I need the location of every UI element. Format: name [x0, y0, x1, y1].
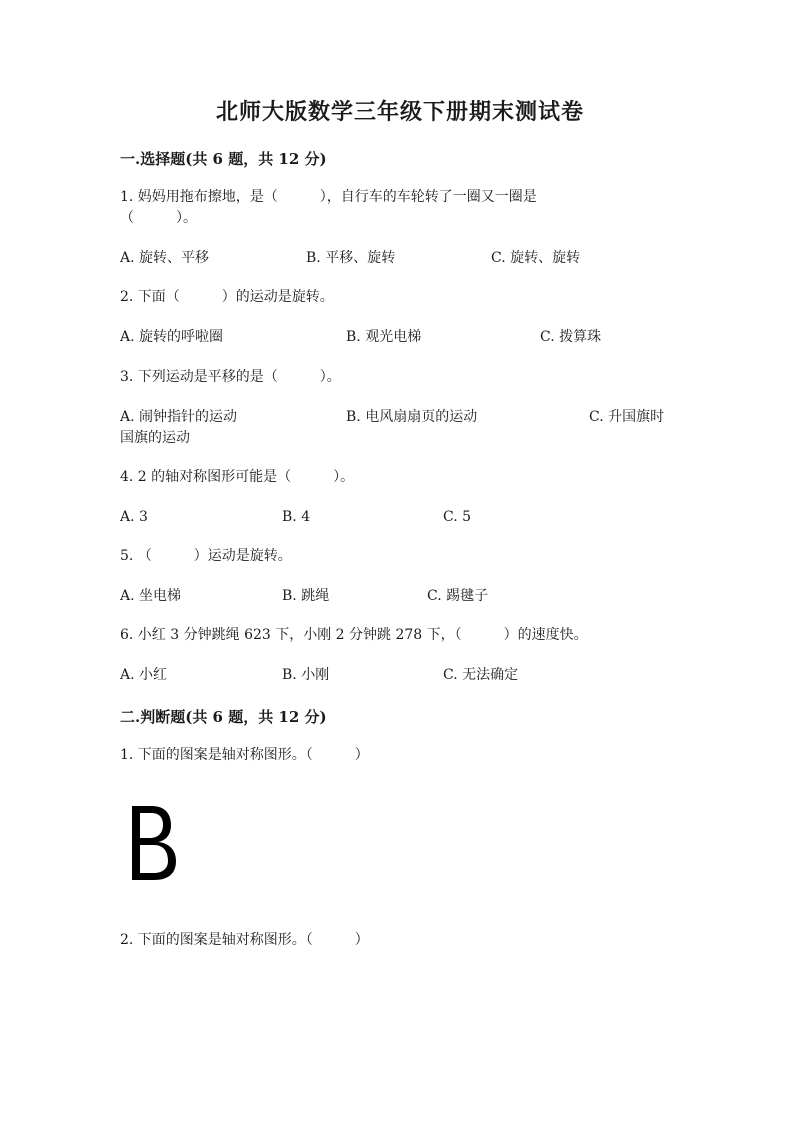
option-c: C. 无法确定: [443, 667, 519, 683]
option-a: A. 3: [120, 509, 148, 525]
question-stem: 1. 下面的图案是轴对称图形。（ ）: [120, 747, 369, 763]
option-b: B. 平移、旋转: [306, 250, 396, 266]
option-a: A. 小红: [120, 667, 168, 683]
option-b: B. 4: [282, 509, 311, 525]
question-stem: 6. 小红 3 分钟跳绳 623 下，小刚 2 分钟跳 278 下，（ ）的速度快。: [120, 627, 588, 643]
option-b: B. 小刚: [282, 667, 330, 683]
option-c: C. 旋转、旋转: [491, 250, 581, 266]
option-c: C. 5: [443, 509, 472, 525]
option-a: A. 旋转、平移: [120, 250, 210, 266]
option-c-continued: 国旗的运动: [120, 430, 190, 446]
option-b: B. 电风扇扇页的运动: [346, 409, 478, 425]
option-b: B. 跳绳: [282, 588, 330, 604]
letter-b-figure: [124, 800, 180, 886]
question-stem: 2. 下面的图案是轴对称图形。（ ）: [120, 932, 369, 948]
question-stem: 5. （ ）运动是旋转。: [120, 548, 292, 564]
question-stem: 1. 妈妈用拖布擦地，是（ ），自行车的车轮转了一圈又一圈是: [120, 189, 537, 205]
question-stem: 4. 2 的轴对称图形可能是（ ）。: [120, 469, 355, 485]
option-b: B. 观光电梯: [346, 329, 422, 345]
section-heading-judgment: 二.判断题(共 6 题，共 12 分): [120, 708, 327, 726]
option-a: A. 坐电梯: [120, 588, 182, 604]
question-stem: 2. 下面（ ）的运动是旋转。: [120, 289, 334, 305]
page-title: 北师大版数学三年级下册期末测试卷: [215, 99, 584, 125]
option-c: C. 拨算珠: [540, 329, 602, 345]
option-a: A. 闹钟指针的运动: [120, 409, 238, 425]
question-stem-continued: （ ）。: [120, 210, 197, 226]
option-c: C. 踢毽子: [427, 588, 489, 604]
option-a: A. 旋转的呼啦圈: [120, 329, 224, 345]
question-stem: 3. 下列运动是平移的是（ ）。: [120, 369, 341, 385]
section-heading-choice: 一.选择题(共 6 题，共 12 分): [120, 150, 327, 168]
option-c: C. 升国旗时: [589, 409, 665, 425]
